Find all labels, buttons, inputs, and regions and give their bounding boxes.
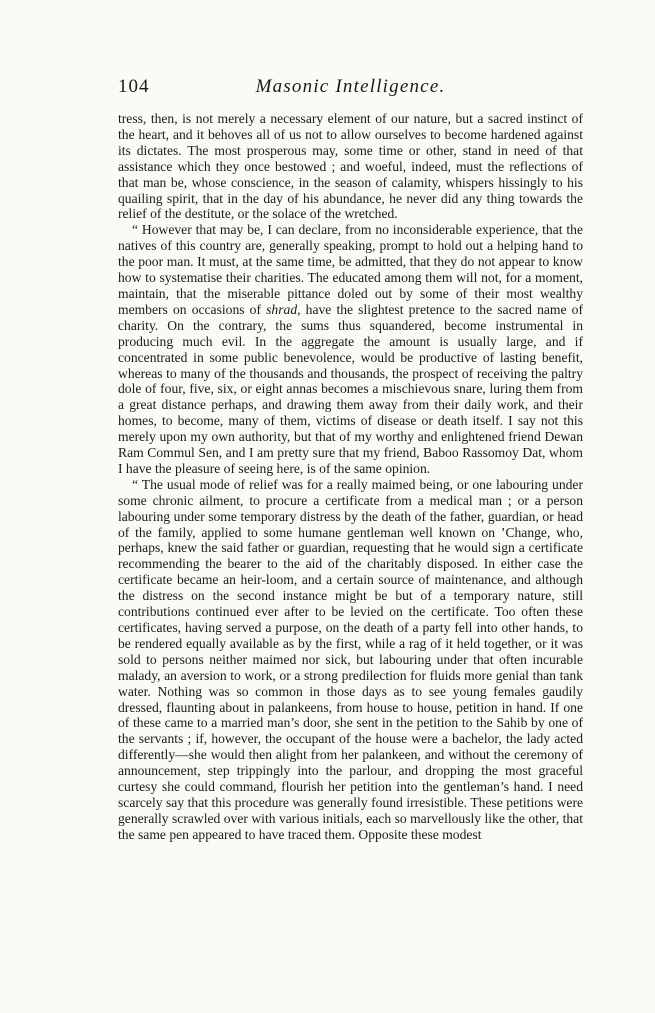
paragraph-2: [118, 222, 583, 477]
paragraph-1: tress, then, is not merely a necessary element of our nature, but a sacred instinct of the heart, and it behoves all of us not to allow ourselves to become hardened against its dictates. The most prosperous may, some time or other, stand in need of that assistance which they once bestowed ; and woeful, indeed, must the reflections of that man be, whose conscience, in the season of calamity, whispers hissingly to his quailing spirit, that in the day of his abundance, he never did any thing towards the relief of the destitute, or the solace of the wretched.: [118, 111, 583, 222]
italic-term-shrad: shrad,: [266, 301, 301, 317]
page-header: [118, 76, 583, 102]
page-number: 104: [118, 76, 150, 97]
running-head: Masonic Intelligence.: [255, 76, 446, 97]
paragraph-3: “ The usual mode of relief was for a really maimed being, or one labouring under some chronic ailment, to procure a certificate from a medical man ; or a person labouring under some temporary distress by the death of the father, guardian, or head of the family, applied to some humane gentleman well known on ’Change, who, perhaps, knew the said father or guardian, requesting that he would sign a certificate recommending the bearer to the aid of the charitably disposed. In either case the certificate became an heir-loom, and a certain source of maintenance, and although the distress on the second instance might be but of a temporary nature, still contributions continued ever after to be levied on the certificate. Too often these certificates, having served a purpose, on the death of a party fell into other hands, to be rendered equally available as by the first, while a rag of it held together, or it was sold to persons neither maimed nor sick, but labouring under that often incurable malady, an aversion to work, or a strong predilection for fluids more genial than tank water. Nothing was so common in those days as to see young females gaudily dressed, flaunting about in palankeens, from house to house, petition in hand. If one of these came to a married man’s door, she sent in the petition to the Sahib by one of the servants ; if, however, the occupant of the house were a bachelor, the lady acted differently—she would then alight from her palankeen, and without the ceremony of announcement, step trippingly into the parlour, and dropping the most graceful curtesy she could command, flourish her petition into the gentleman’s hand. I need scarcely say that this procedure was generally found irresistible. These petitions were generally scrawled over with various initials, each so marvellously like the other, that the same pen appeared to have traced them. Opposite these modest: [118, 476, 583, 842]
paragraph-2-part-2: have the slightest pretence to the sacred name of charity. On the contrary, the sums thus squandered, become instrumental in producing much evil. In the aggregate the amount is usually large, and if concentrated in some public benevolence, would be productive of lasting benefit, whereas to many of the thousands and thousands, the prospect of receiving the paltry dole of four, five, six, or eight annas becomes a mischievous snare, luring them from a great distance perhaps, and drawing them away from their daily work, and their homes, to become, many of them, victims of disease or death itself. I say not this merely upon my own authority, but that of my worthy and enlightened friend Dewan Ram Commul Sen, and I am pretty sure that my friend, Baboo Rassomoy Dat, whom I have the pleasure of seeing here, is of the same opinion.: [118, 301, 583, 476]
body-text: [118, 111, 583, 843]
paragraph-2-part-1: “ However that may be, I can declare, from no inconsiderable experience, that the natives of this country are, generally speaking, prompt to hold out a helping hand to the poor man. It must, at the same time, be admitted, that they do not appear to know how to systematise their charities. The educated among them will not, for a moment, maintain, that the miserable pittance doled out by some of their most wealthy members on occasions of: [118, 222, 583, 317]
